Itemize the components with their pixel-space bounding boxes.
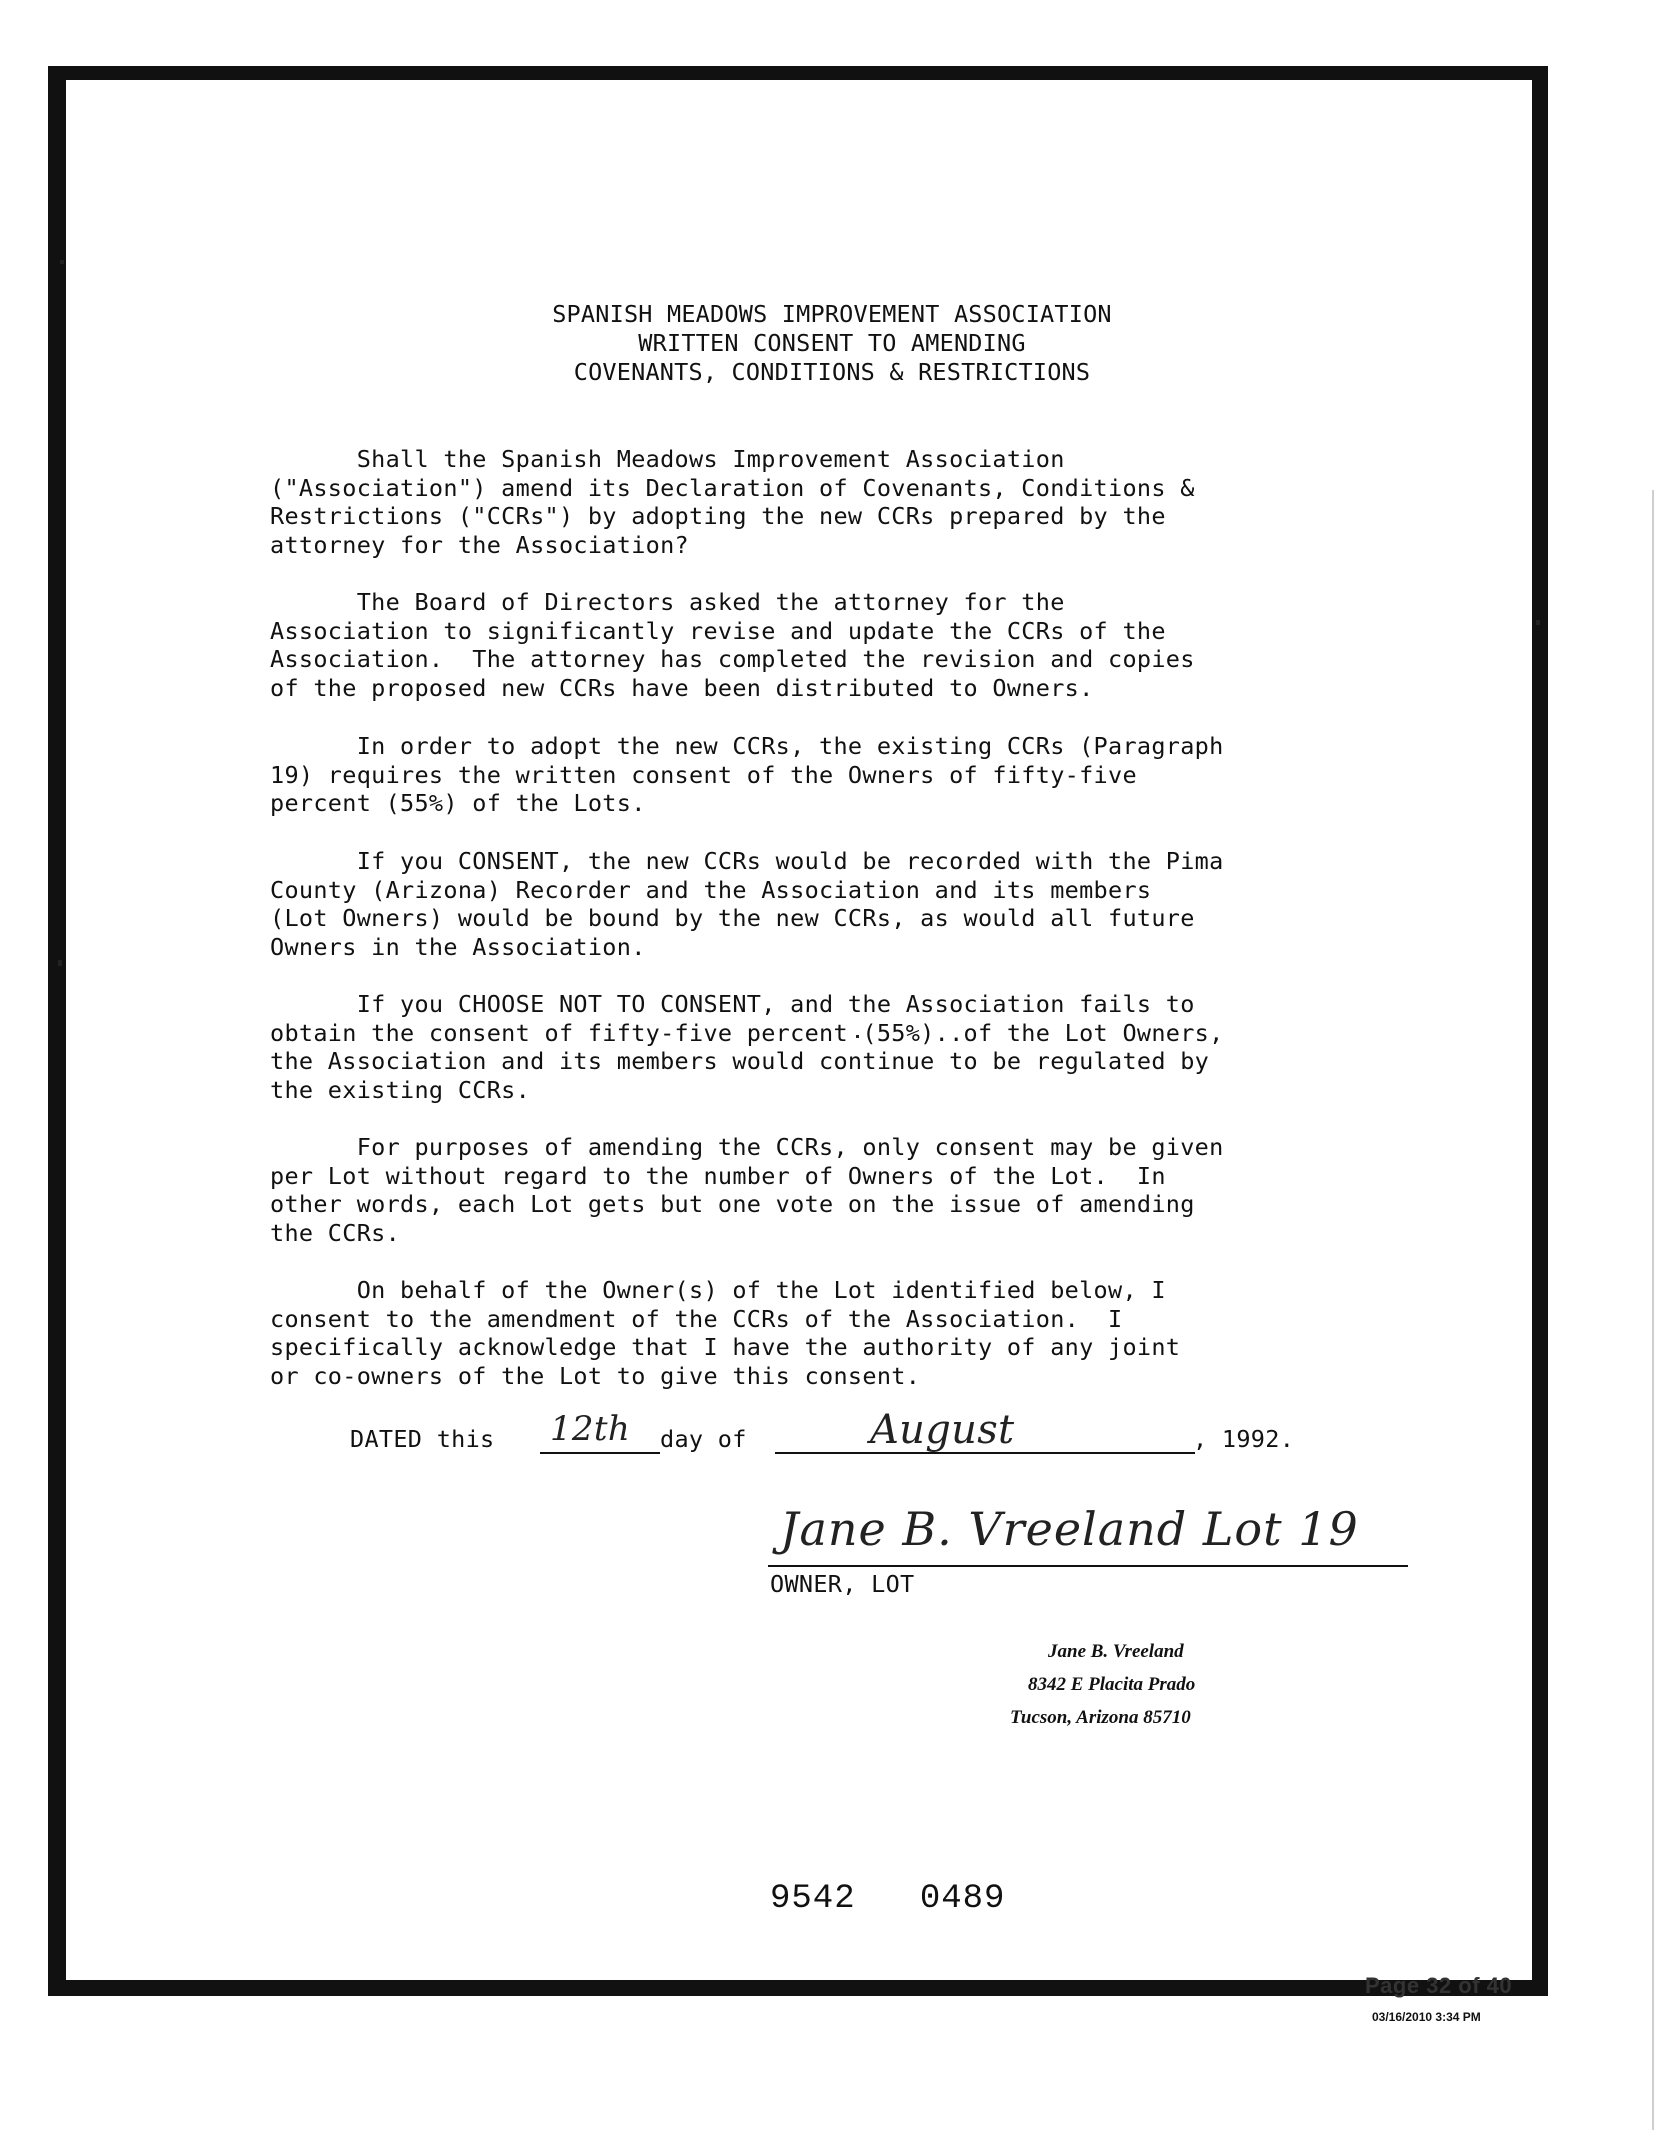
- stamp-name: Jane B. Vreeland: [1048, 1641, 1184, 1662]
- scan-speck: [1536, 620, 1540, 625]
- header-line-2: WRITTEN CONSENT TO AMENDING: [638, 329, 1026, 357]
- header-line-3: COVENANTS, CONDITIONS & RESTRICTIONS: [573, 358, 1091, 386]
- paragraph-6: For purposes of amending the CCRs, only consent may be given per Lot without regard to the number of Owners of the Lot. In other words, each Lot gets but one vote on the issue of amending the CCRs.: [270, 1133, 1224, 1247]
- address-stamp: [1000, 1635, 1300, 1734]
- paragraph-5: If you CHOOSE NOT TO CONSENT, and the Association fails to obtain the consent of fifty-five percent (55%)..of the Lot Owners, the Association and its members would continue to be regulated by the existing CCRs.: [270, 990, 1224, 1104]
- paragraph-1: Shall the Spanish Meadows Improvement Association ("Association") amend its Declaration of Covenants, Conditions & Restrictions ("CCRs") by adopting the new CCRs prepared by the attorney for the Association?: [270, 445, 1195, 559]
- header-line-1: SPANISH MEADOWS IMPROVEMENT ASSOCIATION: [552, 300, 1112, 328]
- paragraph-4: If you CONSENT, the new CCRs would be recorded with the Pima County (Arizona) Recorder and the Association and its members (Lot Owners) would be bound by the new CCRs, as would all future Owners in the Association.: [270, 847, 1224, 961]
- signature-line: [768, 1565, 1408, 1567]
- scan-edge-line: [1652, 490, 1654, 2130]
- owner-signature: Jane B. Vreeland Lot 19: [780, 1502, 1359, 1556]
- paragraph-7: On behalf of the Owner(s) of the Lot identified below, I consent to the amendment of the CCRs of the Association. I specifically acknowledge that I have the authority of any joint or co-owners of the Lot to give this consent.: [270, 1276, 1181, 1390]
- day-handwritten: 12th: [550, 1409, 631, 1449]
- stamp-city: Tucson, Arizona 85710: [1010, 1707, 1191, 1728]
- scan-speck: [60, 260, 64, 264]
- page-indicator: Page 32 of 40: [1365, 1973, 1513, 1998]
- paragraph-3: In order to adopt the new CCRs, the existing CCRs (Paragraph 19) requires the written consent of the Owners of fifty-five percent (55%) of the Lots.: [270, 732, 1224, 817]
- print-timestamp: 03/16/2010 3:34 PM: [1372, 2010, 1481, 2024]
- paragraph-2: The Board of Directors asked the attorney for the Association to significantly revise and update the CCRs of the Association. The attorney has completed the revision and copies of the proposed new CCRs have been distributed to Owners.: [270, 588, 1195, 702]
- scan-speck: [58, 960, 62, 966]
- document-header: [0, 300, 1664, 387]
- dated-year: , 1992.: [1193, 1425, 1295, 1453]
- dated-line: [350, 1407, 1400, 1475]
- dated-middle: day of: [660, 1425, 747, 1453]
- day-underline: [540, 1452, 660, 1454]
- owner-lot-label: OWNER, LOT: [770, 1570, 915, 1598]
- stamp-street: 8342 E Placita Prado: [1028, 1674, 1196, 1695]
- month-handwritten: August: [870, 1407, 1015, 1453]
- dated-prefix: DATED this: [350, 1425, 495, 1453]
- document-number: 9542 0489: [770, 1880, 1006, 1918]
